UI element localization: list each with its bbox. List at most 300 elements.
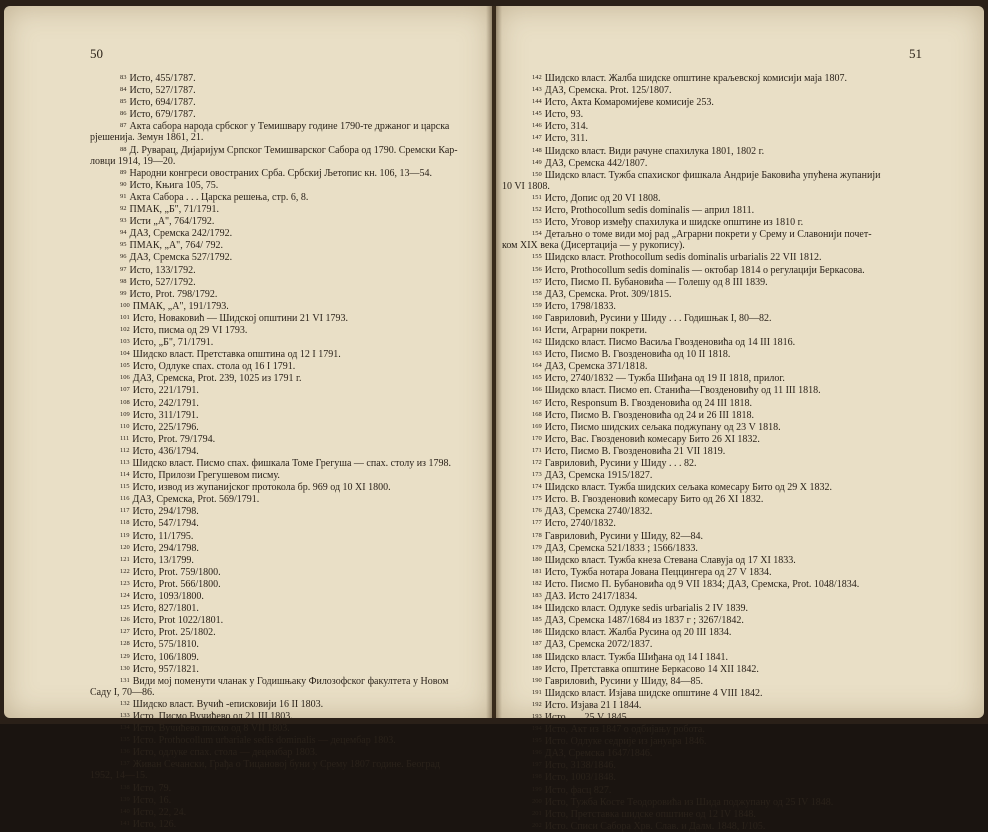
footnote-text: ДАЗ, Сремска. Prot. 125/1807. (544, 85, 672, 97)
footnote-text: Исто, Тужба Косте Теодоровића из Шида поджупану од 25 IV 1848. (544, 796, 834, 808)
footnote (502, 517, 922, 529)
footnote (90, 578, 482, 590)
footnote (502, 723, 922, 735)
footnote-text: Исто, Писмо В. Гвозденовића 21 VII 1819. (544, 445, 726, 457)
footnote (90, 348, 482, 360)
footnote-text: Види мој поменути чланак у Годишњаку Филозофског факултета у Новом (132, 675, 449, 687)
page-number: 51 (909, 46, 922, 61)
footnote-number: 168 (532, 410, 542, 418)
footnote (502, 336, 922, 348)
footnote (90, 239, 482, 251)
footnote (90, 445, 482, 457)
footnote-number: 99 (120, 289, 127, 297)
footnote-number: 125 (120, 604, 130, 612)
footnote-text: ПМАК, „А", 191/1793. (132, 300, 229, 312)
footnote-number: 109 (120, 410, 130, 418)
footnote (502, 481, 922, 493)
footnote-text: Исто, Prot 1022/1801. (132, 615, 224, 627)
footnote (502, 264, 922, 276)
footnote-number: 177 (532, 519, 542, 527)
footnote-text: Исто. В. Гвозденовић комесару Бито од 26 XI 1832. (544, 494, 764, 506)
footnote-text: Исто, Prothocollum sedis dominalis — октобар 1814 о регулацији Беркасова. (544, 264, 865, 276)
footnote (90, 758, 482, 770)
footnote-number: 85 (120, 98, 127, 106)
footnote-number: 167 (532, 398, 542, 406)
footnote (502, 445, 922, 457)
footnote (90, 276, 482, 288)
footnote (90, 806, 482, 818)
footnote-number: 199 (532, 785, 542, 793)
footnote-text: Саду I, 70—86. (90, 686, 155, 698)
footnote (90, 746, 482, 758)
footnote (90, 421, 482, 433)
footnote-text: Шидско власт. Тужба шидских сељака комесару Бито од 29 X 1832. (544, 482, 832, 494)
footnote-number: 173 (532, 471, 542, 479)
footnote (90, 120, 482, 132)
footnote-text: Шидско власт. Жалба Русина од 20 III 1834. (544, 627, 732, 639)
footnote (90, 481, 482, 493)
footnote-text: Акта сабора народа србског у Темишвару године 1790-те држаног и царска (129, 121, 450, 133)
footnote-continuation (502, 181, 922, 192)
footnote-text: Исто, 575/1810. (132, 639, 199, 651)
footnote-number: 159 (532, 301, 542, 309)
footnote (502, 711, 922, 723)
footnote-text: Исто, Уговор између спахилука и шидске општине из 1810 г. (544, 217, 804, 229)
footnote-text: Шидско власт. Жалба шидске општине краљевској комисији маја 1807. (544, 73, 847, 84)
footnote-number: 86 (120, 110, 127, 118)
footnote (90, 554, 482, 566)
footnote (90, 590, 482, 602)
footnote-text: ДАЗ, Сремска 1487/1684 из 1837 г ; 3267/1842. (544, 615, 744, 627)
footnote-text: Гавриловић, Русини у Шиду, 82—84. (544, 530, 703, 542)
footnote-text: Исто, Претставка шидске општине од 12 IV 1848. (544, 808, 756, 820)
footnote-number: 134 (120, 724, 130, 732)
footnote-number: 84 (120, 86, 127, 94)
footnote (90, 542, 482, 554)
footnote-number: 141 (120, 819, 130, 827)
footnote-number: 157 (532, 277, 542, 285)
footnote (90, 530, 482, 542)
footnote-number: 93 (120, 217, 127, 225)
footnote-number: 139 (120, 795, 130, 803)
footnote (502, 397, 922, 409)
footnote-text: Исто, 1798/1833. (544, 300, 616, 312)
footnote-text: Исто, одлуке спах. стола — децембар 1803. (132, 747, 318, 759)
footnote-text: Шидско власт. Тужба кнеза Стевана Славуја од 17 XI 1833. (544, 554, 796, 566)
footnote-number: 202 (532, 821, 542, 829)
footnote-number: 191 (532, 688, 542, 696)
footnote-number: 133 (120, 711, 130, 719)
footnote-text: Исто, 455/1787. (129, 73, 196, 84)
footnote-number: 188 (532, 652, 542, 660)
footnote-number: 178 (532, 531, 542, 539)
footnote (502, 602, 922, 614)
footnote-text: Исто, 527/1792. (129, 276, 196, 288)
footnote (502, 372, 922, 384)
footnote (502, 72, 922, 84)
footnote (502, 493, 922, 505)
footnote-text: Исто, Prot. 798/1792. (129, 288, 218, 300)
footnote-text: Народни конгреси овостраних Срба. Србскиј Љетопис кн. 106, 13—54. (129, 167, 433, 179)
footnote-text: Исто, 294/1798. (132, 542, 199, 554)
footnote-number: 117 (120, 507, 130, 515)
footnote-number: 153 (532, 218, 542, 226)
footnote-number: 145 (532, 110, 542, 118)
footnote (502, 675, 922, 687)
footnote-text: Исто, 93. (544, 109, 584, 121)
footnote-number: 163 (532, 350, 542, 358)
footnote-number: 194 (532, 725, 542, 733)
footnote-text: Исто, 311. (544, 133, 588, 145)
footnote-text: ДАЗ. Исто 2417/1834. (544, 591, 638, 603)
footnote-number: 180 (532, 555, 542, 563)
footnote-text: Исто, Prot. 79/1794. (132, 433, 216, 445)
page-number: 50 (90, 46, 103, 61)
footnote-text: Исто, 314. (544, 121, 589, 133)
footnote-number: 114 (120, 471, 130, 479)
footnote-text: Исто, 679/1787. (129, 109, 196, 121)
footnote-text: Исто, 2740/1832. (544, 518, 616, 530)
footnote (502, 530, 922, 542)
footnote (502, 360, 922, 372)
footnote-text: Шидско власт. Писмо спах. фишкала Томе Грегуша — спах. столу из 1798. (132, 458, 451, 469)
footnote-text: Шидско власт. Претставка општина од 12 I 1791. (132, 349, 341, 361)
footnote-number: 182 (532, 579, 542, 587)
footnote (502, 590, 922, 602)
footnote (90, 433, 482, 445)
footnote-number: 192 (532, 700, 542, 708)
footnote-number: 120 (120, 543, 130, 551)
footnote-number: 170 (532, 434, 542, 442)
footnote-continuation (90, 770, 482, 781)
left-page (4, 6, 492, 830)
footnote (90, 457, 482, 469)
footnote-text: Исто, Одлуке спах. стола од 16 I 1791. (132, 361, 296, 373)
footnote-text: ПМАК, „Б", 71/1791. (129, 204, 220, 216)
footnote (502, 687, 922, 699)
footnote-text: Шидско власт. Писмо еп. Станића—Гвозденовићу од 11 III 1818. (544, 385, 821, 397)
footnote (90, 96, 482, 108)
footnote (90, 372, 482, 384)
footnote-number: 179 (532, 543, 542, 551)
footnote (502, 251, 922, 263)
footnote (90, 360, 482, 372)
footnote-text: Исто, 225/1796. (132, 421, 199, 433)
footnote (502, 469, 922, 481)
footnote-text: Шидско власт. Види рачуне спахилука 1801, 1802 г. (544, 145, 765, 157)
footnote-text: Д. Руварац, Дијаријум Српског Темишварског Сабора од 1790. Сремски Кар- (129, 144, 458, 156)
footnote (502, 796, 922, 808)
footnote-text: Исто, Писмо шидских сељака поджупану од 23 V 1818. (544, 421, 781, 433)
footnote-list (502, 72, 922, 832)
footnote-text: ДАЗ, Сремска 442/1807. (544, 157, 648, 169)
footnote-number: 148 (532, 146, 542, 154)
footnote (90, 384, 482, 396)
footnote (90, 710, 482, 722)
footnote-text: ДАЗ, Сремска, Prot. 569/1791. (132, 494, 260, 506)
footnote-number: 158 (532, 289, 542, 297)
footnote (90, 505, 482, 517)
footnote-number: 152 (532, 206, 542, 214)
footnote-number: 118 (120, 519, 130, 527)
footnote-text: Исто, фасц 827. (544, 784, 612, 796)
footnote-number: 129 (120, 652, 130, 660)
right-page (496, 6, 984, 832)
footnote (90, 638, 482, 650)
footnote-text: Исто, Књига 105, 75. (129, 179, 219, 191)
footnote (502, 626, 922, 638)
footnote (502, 300, 922, 312)
footnote-text: 1952, 14—15. (90, 770, 148, 782)
footnote (90, 469, 482, 481)
footnote-number: 151 (532, 193, 542, 201)
footnote (502, 348, 922, 360)
footnote (502, 120, 922, 132)
footnote (90, 626, 482, 638)
footnote-number: 195 (532, 737, 542, 745)
footnote-text: Исто, 547/1794. (132, 518, 199, 530)
footnote-number: 88 (120, 145, 127, 153)
footnote-number: 83 (120, 74, 127, 81)
footnote (502, 651, 922, 663)
footnote-continuation (90, 132, 482, 143)
footnote-text: Исто. Изјава 21 I 1844. (544, 699, 642, 711)
footnote (502, 820, 922, 832)
footnote (90, 397, 482, 409)
footnote (502, 84, 922, 96)
footnote-number: 92 (120, 205, 127, 213)
footnote-number: 193 (532, 712, 542, 720)
footnote-text: Исто, 1003/1848. (544, 772, 616, 784)
footnote (502, 614, 922, 626)
footnote (90, 794, 482, 806)
footnote-text: ДАЗ, Сремска 527/1792. (129, 252, 233, 264)
footnote-number: 176 (532, 507, 542, 515)
footnote (90, 312, 482, 324)
footnote-text: ком XIX века (Дисертација — у рукопису). (502, 240, 685, 252)
footnote-number: 112 (120, 446, 130, 454)
footnote-number: 187 (532, 640, 542, 648)
footnote-number: 97 (120, 265, 127, 273)
footnote (502, 96, 922, 108)
footnote-text: Исто, 106/1809. (132, 651, 199, 663)
footnote (502, 409, 922, 421)
footnote-text: Исти „А", 764/1792. (129, 216, 215, 228)
footnote-number: 123 (120, 579, 130, 587)
footnote-text: ДАЗ, Сремска. Prot. 309/1815. (544, 288, 672, 300)
footnote (502, 638, 922, 650)
footnote-number: 132 (120, 699, 130, 707)
footnote-number: 138 (120, 783, 130, 791)
footnote (90, 72, 482, 84)
footnote-text: Исто, 242/1791. (132, 397, 199, 409)
footnote-number: 169 (532, 422, 542, 430)
footnote-number: 184 (532, 604, 542, 612)
footnote (502, 324, 922, 336)
footnote (90, 675, 482, 687)
footnote (90, 264, 482, 276)
footnote-text: Исто. Писмо П. Бубановића од 9 VII 1834; ДАЗ, Сремска, Prot. 1048/1834. (544, 578, 860, 590)
footnote (90, 614, 482, 626)
footnote-number: 128 (120, 640, 130, 648)
footnote-number: 94 (120, 229, 127, 237)
footnote (90, 336, 482, 348)
footnote-number: 149 (532, 158, 542, 166)
footnote-number: 196 (532, 749, 542, 757)
footnote (502, 735, 922, 747)
footnote-text: Исто, 16. (132, 794, 172, 806)
footnote (502, 276, 922, 288)
footnote (502, 554, 922, 566)
footnote-text: Исто, 694/1787. (129, 97, 196, 109)
footnote-number: 107 (120, 386, 130, 394)
footnote-number: 160 (532, 313, 542, 321)
footnote (90, 144, 482, 156)
footnote-text: Исто, 294/1798. (132, 506, 199, 518)
footnote-text: рјешенија. Земун 1861, 21. (90, 132, 204, 144)
footnote-text: Исто, Писмо В. Гвозденовића од 24 и 26 III 1818. (544, 409, 755, 421)
footnote (502, 421, 922, 433)
footnote-text: Исто, Prothocollum sedis dominalis — април 1811. (544, 205, 755, 217)
footnote-number: 135 (120, 736, 130, 744)
footnote (502, 808, 922, 820)
footnote-number: 186 (532, 628, 542, 636)
footnote-text: Живан Сечански, Грађа о Тицановој буни у Срему 1807 године. Београд (132, 759, 440, 771)
footnote-text: Исто, Новаковић — Шидској општини 21 VI 1793. (132, 312, 348, 324)
footnote (90, 651, 482, 663)
footnote-number: 201 (532, 809, 542, 817)
footnote-text: Гавриловић, Русини у Шиду . . . 82. (544, 458, 697, 469)
footnote (502, 457, 922, 469)
footnote (90, 409, 482, 421)
footnote-number: 146 (532, 122, 542, 130)
footnote (90, 108, 482, 120)
footnote-number: 127 (120, 628, 130, 636)
footnote-text: Исто, Prot. 759/1800. (132, 566, 221, 578)
footnote (90, 227, 482, 239)
footnote-text: Исто, 133/1792. (129, 264, 196, 276)
footnote-text: Исто, Претставка општине Беркасово 14 XII 1842. (544, 663, 759, 675)
footnote-number: 90 (120, 180, 127, 188)
footnote-text: Шидско власт. Тужба Шиђана од 14 I 1841. (544, 651, 729, 663)
footnote-number: 147 (532, 134, 542, 142)
footnote (90, 84, 482, 96)
footnote (502, 157, 922, 169)
footnote-number: 89 (120, 168, 127, 176)
footnote (502, 771, 922, 783)
footnote-number: 106 (120, 374, 130, 382)
footnote-continuation (90, 687, 482, 698)
footnote-text: Исто, 221/1791. (132, 385, 199, 397)
footnote (90, 251, 482, 263)
footnote-text: Исти, Аграрни покрети. (544, 324, 647, 336)
footnote-number: 130 (120, 664, 130, 672)
footnote-text: Исто, Писмо Вучићево од 21 III 1803. (132, 710, 293, 722)
footnote-text: Исто, 3138/1846. (544, 760, 616, 772)
footnote (502, 663, 922, 675)
footnote-number: 154 (532, 230, 542, 238)
footnote-number: 104 (120, 350, 130, 358)
footnote (502, 384, 922, 396)
footnote-text: ловци 1914, 19—20. (90, 155, 176, 167)
footnote (502, 699, 922, 711)
footnote (90, 698, 482, 710)
footnote (502, 784, 922, 796)
footnote-text: Исто, 13/1799. (132, 554, 194, 566)
footnote-text: Исто, Prot. 566/1800. (132, 578, 221, 590)
footnote (90, 288, 482, 300)
footnote-text: Исто, 827/1801. (132, 603, 199, 615)
book-gutter (486, 6, 502, 718)
footnote-text: Гавриловић, Русини у Шиду . . . Годишњак I, 80—82. (544, 312, 772, 324)
footnote-text: ДАЗ, Сремска 371/1818. (544, 361, 648, 373)
footnote-text: Шидско власт. Изјава шидске општине 4 VIII 1842. (544, 687, 763, 699)
footnote-text: ДАЗ, Сремска 1647/1846. (544, 748, 653, 760)
footnote-text: Акта Сабора . . . Царска решења, стр. 6, 8. (129, 191, 309, 203)
footnote-text: Исто, Писмо П. Бубановића — Голешу од 8 III 1839. (544, 276, 768, 288)
footnote (502, 312, 922, 324)
footnote (502, 228, 922, 240)
footnote-text: Исто. Списи Сабора Хрв. Слав. и Далм. 1848, I/105. (544, 820, 766, 832)
footnote (502, 578, 922, 590)
footnote (90, 517, 482, 529)
footnote (502, 145, 922, 157)
footnote-text: ДАЗ, Сремска 521/1833 ; 1566/1833. (544, 542, 698, 554)
footnote (502, 216, 922, 228)
footnote-number: 108 (120, 398, 130, 406)
footnote (90, 818, 482, 830)
footnote (90, 782, 482, 794)
footnote-text: Исто, Акта Комаромијеве комисије 253. (544, 97, 714, 109)
footnote (502, 288, 922, 300)
footnote-number: 181 (532, 567, 542, 575)
footnote-text: Исто, Responsum В. Гвозденовића од 24 III 1818. (544, 397, 752, 409)
footnote-number: 105 (120, 362, 130, 370)
footnote-text: ДАЗ, Сремска 1915/1827. (544, 470, 653, 482)
footnote-number: 115 (120, 483, 130, 491)
footnote-number: 96 (120, 253, 127, 261)
footnote-text: ДАЗ, Сремска 2072/1837. (544, 639, 653, 651)
footnote-number: 119 (120, 531, 130, 539)
footnote (90, 179, 482, 191)
footnote-number: 175 (532, 495, 542, 503)
footnote-number: 91 (120, 192, 127, 200)
footnote-number: 155 (532, 253, 542, 261)
footnote-text: Исто, Prot. 25/1802. (132, 627, 216, 639)
footnote-text: Исто, „Б", 71/1791. (132, 337, 214, 349)
footnote-number: 122 (120, 567, 130, 575)
footnote (502, 108, 922, 120)
footnote-text: Исто. Prothocollum urbariale sedis dominalis — децембар 1803. (132, 735, 396, 747)
footnote-number: 102 (120, 325, 130, 333)
footnote-text: Исто, 22, 24. (132, 806, 187, 818)
footnote (502, 505, 922, 517)
footnote (90, 191, 482, 203)
footnote-text: ПМАК, „А", 764/ 792. (129, 240, 224, 252)
footnote-number: 124 (120, 592, 130, 600)
footnote-text: Исто, 311/1791. (132, 409, 199, 421)
footnote-number: 144 (532, 98, 542, 106)
footnote-text: Исто, 11/1795. (132, 530, 194, 542)
footnote-text: Гавриловић, Русини у Шиду, 84—85. (544, 675, 703, 687)
footnote-number: 136 (120, 748, 130, 756)
footnote-number: 116 (120, 495, 130, 503)
footnote-number: 161 (532, 325, 542, 333)
footnote-text: Детаљно о томе види мој рад „Аграрни покрети у Срему и Славонији почет- (544, 229, 872, 241)
footnote (90, 203, 482, 215)
footnote (502, 747, 922, 759)
footnote-list (90, 72, 482, 830)
